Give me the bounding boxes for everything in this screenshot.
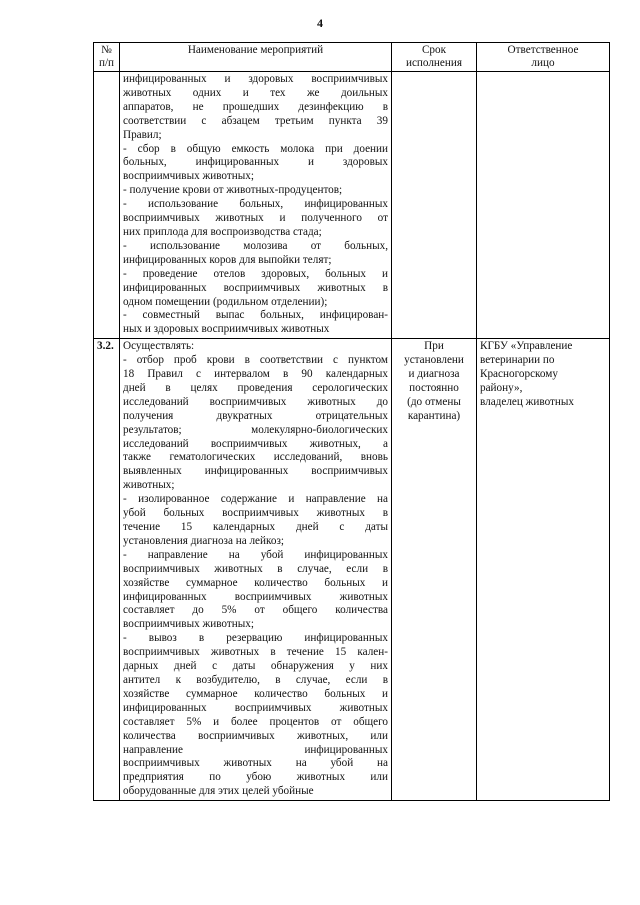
text-line: предприятия по убою животных или: [123, 771, 388, 784]
text-line: количества восприимчивых животных, или: [123, 729, 388, 742]
text-line: - сбор в общую емкость молока при доении: [123, 142, 388, 155]
text-line: - направление на убой инфицированных: [123, 548, 388, 561]
text-line: Осуществлять:: [123, 340, 195, 353]
header-responsible: [477, 43, 610, 72]
page-number: 4: [317, 16, 323, 30]
text-line: и диагноза: [408, 368, 460, 381]
text-line: ных и здоровых восприимчивых животных: [123, 323, 330, 336]
header-num-line: №: [101, 44, 112, 56]
text-line: - отбор проб крови в соответствии с пунктом: [123, 354, 388, 367]
text-line: инфицированных восприимчивых животных: [123, 590, 388, 603]
text-line: получения двукратных отрицательных: [123, 409, 388, 422]
row-description-cell: [120, 72, 392, 339]
text-line: исследований восприимчивых животных до: [123, 395, 388, 408]
row-num-cell: [94, 339, 120, 801]
text-line: одном помещении (родильном отделении);: [123, 295, 328, 308]
header-term-line: исполнения: [405, 57, 463, 69]
header-term: [392, 43, 477, 72]
text-line: 18 Правил с интервалом в 90 календарных: [123, 368, 388, 381]
header-name: [120, 43, 392, 72]
text-line: восприимчивых животных и полученного от: [123, 212, 388, 225]
text-line: карантина): [407, 409, 461, 422]
text-line: результатов; молекулярно-биологических: [123, 423, 388, 436]
text-line: - использование молозива от больных,: [123, 239, 388, 252]
table-row: [94, 72, 610, 339]
text-line: хозяйстве суммарное количество больных и: [123, 576, 388, 589]
header-num: [94, 43, 120, 72]
text-line: направление инфицированных: [123, 743, 388, 756]
text-line: инфицированных восприимчивых животных: [123, 701, 388, 714]
text-line: животных;: [123, 479, 175, 492]
header-name-label: Наименование мероприятий: [187, 44, 324, 56]
text-line: инфицированных восприимчивых животных в: [123, 281, 388, 294]
row-term-cell: [392, 339, 477, 801]
text-line: также гематологических исследований, вновь: [123, 451, 388, 464]
table-row: [94, 339, 610, 801]
text-line: постоянно: [409, 381, 459, 394]
header-responsible-line: Ответственное: [507, 44, 579, 56]
row-term-cell: [392, 72, 477, 339]
text-line: - изолированное содержание и направление на: [123, 493, 388, 506]
row-description-cell: [120, 339, 392, 801]
text-line: исследований восприимчивых животных, а: [123, 437, 388, 450]
text-line: восприимчивых животных в течение 15 кален-: [123, 646, 388, 659]
text-line: - использование больных, инфицированных: [123, 198, 388, 211]
text-line: соответствии с абзацем третьим пункта 39: [123, 114, 388, 127]
text-line: Правил;: [123, 128, 162, 141]
text-line: убой больных восприимчивых животных в: [123, 507, 388, 520]
table-header-row: [94, 43, 610, 72]
text-line: них приплода для воспроизводства стада;: [123, 225, 322, 238]
text-line: - проведение отелов здоровых, больных и: [123, 267, 388, 280]
text-line: больных, инфицированных и здоровых: [123, 156, 388, 169]
text-line: течение 15 календарных дней с даты: [123, 521, 388, 533]
text-line: установления диагноза на лейкоз;: [123, 534, 284, 547]
row-responsible-cell: [477, 72, 610, 339]
text-line: животных одних и тех же доильных: [123, 86, 388, 99]
text-line: восприимчивых животных;: [123, 618, 254, 631]
text-line: инфицированных коров для выпойки телят;: [123, 253, 332, 266]
row-responsible-cell: [477, 339, 610, 801]
text-line: восприимчивых животных в случае, если в: [123, 562, 388, 575]
measures-table: [93, 42, 610, 801]
text-line: составляет 5% и более процентов от общего: [123, 715, 388, 728]
text-line: дарных дней с даты обнаружения у них: [123, 660, 388, 673]
text-line: хозяйстве суммарное количество больных и: [123, 687, 388, 700]
text-line: установлени: [404, 354, 464, 367]
text-line: оборудованные для этих целей убойные: [123, 785, 314, 798]
text-line: При: [424, 340, 444, 353]
row-num: 3.2.: [97, 340, 114, 353]
text-line: владелец животных: [480, 395, 575, 408]
text-line: составляет до 5% от общего количества: [123, 604, 388, 617]
text-line: ветеринарии по: [480, 354, 555, 367]
text-line: - вывоз в резервацию инфицированных: [123, 632, 388, 645]
header-term-line: Срок: [421, 44, 447, 56]
text-line: аппаратов, не прошедших дезинфекцию в: [123, 100, 388, 113]
text-line: дней в целях проведения серологических: [123, 381, 388, 394]
text-line: восприимчивых животных на убой на: [123, 757, 388, 770]
text-line: - получение крови от животных-продуцентов;: [123, 184, 343, 197]
text-line: восприимчивых животных;: [123, 170, 254, 183]
text-line: - совместный выпас больных, инфицирован-: [123, 309, 388, 322]
text-line: Красногорскому: [480, 368, 558, 381]
row-num-cell: [94, 72, 120, 339]
text-line: антител к возбудителю, в случае, если в: [123, 673, 388, 686]
text-line: КГБУ «Управление: [480, 340, 573, 353]
text-line: району»,: [480, 381, 523, 394]
text-line: (до отмены: [407, 395, 461, 408]
header-responsible-line: лицо: [531, 57, 555, 69]
text-line: выявленных инфицированных восприимчивых: [123, 465, 388, 478]
header-num-line: п/п: [98, 57, 115, 69]
text-line: инфицированных и здоровых восприимчивых: [123, 73, 388, 85]
